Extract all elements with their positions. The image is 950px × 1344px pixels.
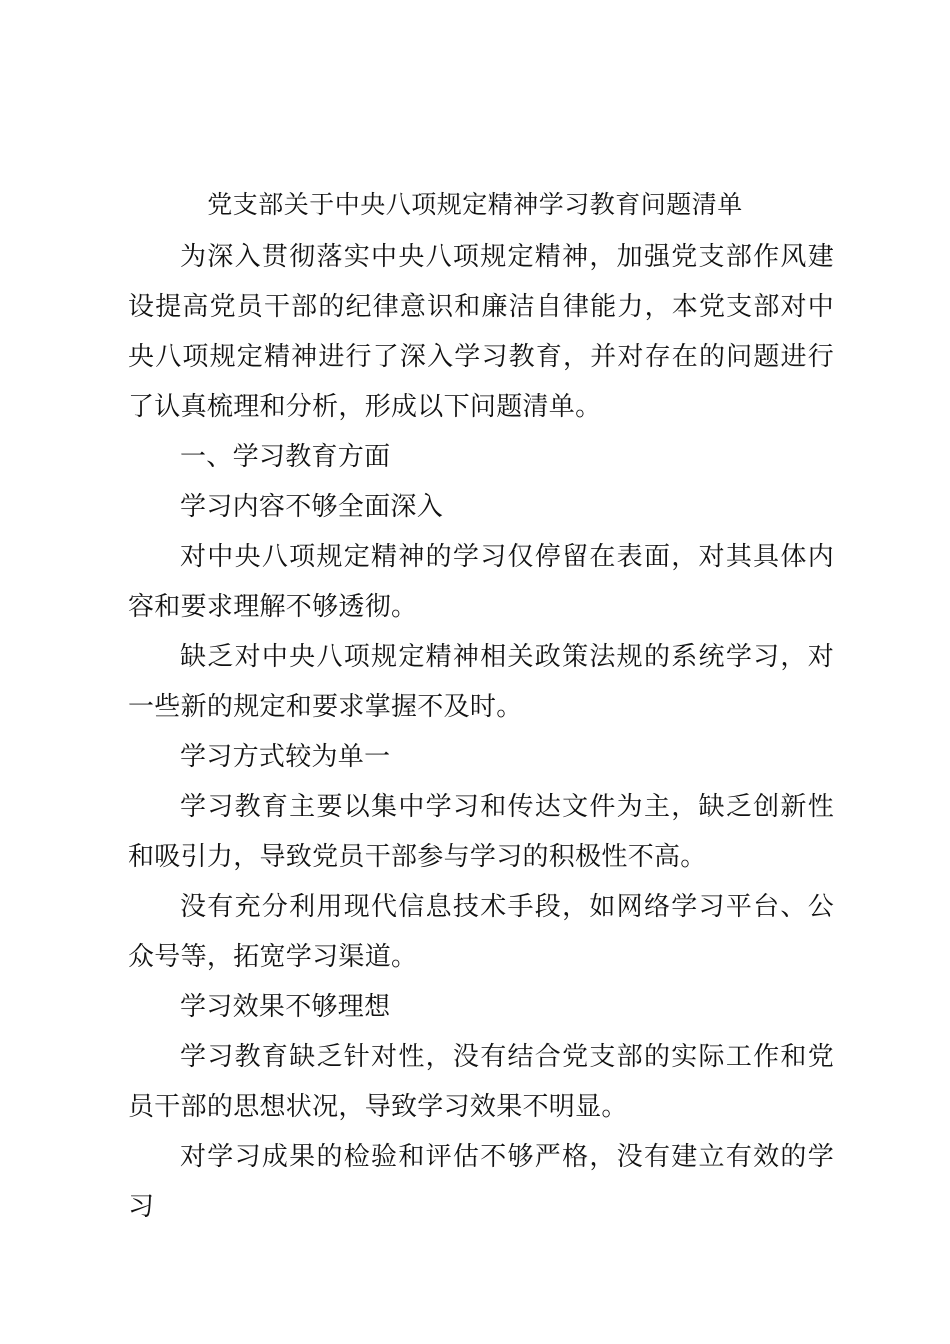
body-paragraph: 对学习成果的检验和评估不够严格，没有建立有效的学习 [128, 1142, 834, 1222]
document-body [128, 232, 834, 1232]
intro-paragraph: 为深入贯彻落实中央八项规定精神，加强党支部作风建设提高党员干部的纪律意识和廉洁自律能力，本党支部对中央八项规定精神进行了深入学习教育，并对存在的问题进行了认真梳理和分析，形成以下问题清单。 [128, 242, 834, 422]
body-paragraph: 学习教育主要以集中学习和传达文件为主，缺乏创新性和吸引力，导致党员干部参与学习的积极性不高。 [128, 792, 834, 872]
section-heading: 一、学习教育方面 [180, 442, 391, 472]
document-title: 党支部关于中央八项规定精神学习教育问题清单 [207, 190, 743, 219]
subsection-heading: 学习方式较为单一 [180, 742, 391, 772]
body-paragraph: 对中央八项规定精神的学习仅停留在表面，对其具体内容和要求理解不够透彻。 [128, 542, 834, 622]
subsection-heading: 学习内容不够全面深入 [180, 492, 444, 522]
subsection-heading: 学习效果不够理想 [180, 992, 391, 1022]
body-paragraph: 学习教育缺乏针对性，没有结合党支部的实际工作和党员干部的思想状况，导致学习效果不明显。 [128, 1042, 834, 1122]
body-paragraph: 没有充分利用现代信息技术手段，如网络学习平台、公众号等，拓宽学习渠道。 [128, 892, 834, 972]
body-paragraph: 缺乏对中央八项规定精神相关政策法规的系统学习，对一些新的规定和要求掌握不及时。 [128, 642, 834, 722]
